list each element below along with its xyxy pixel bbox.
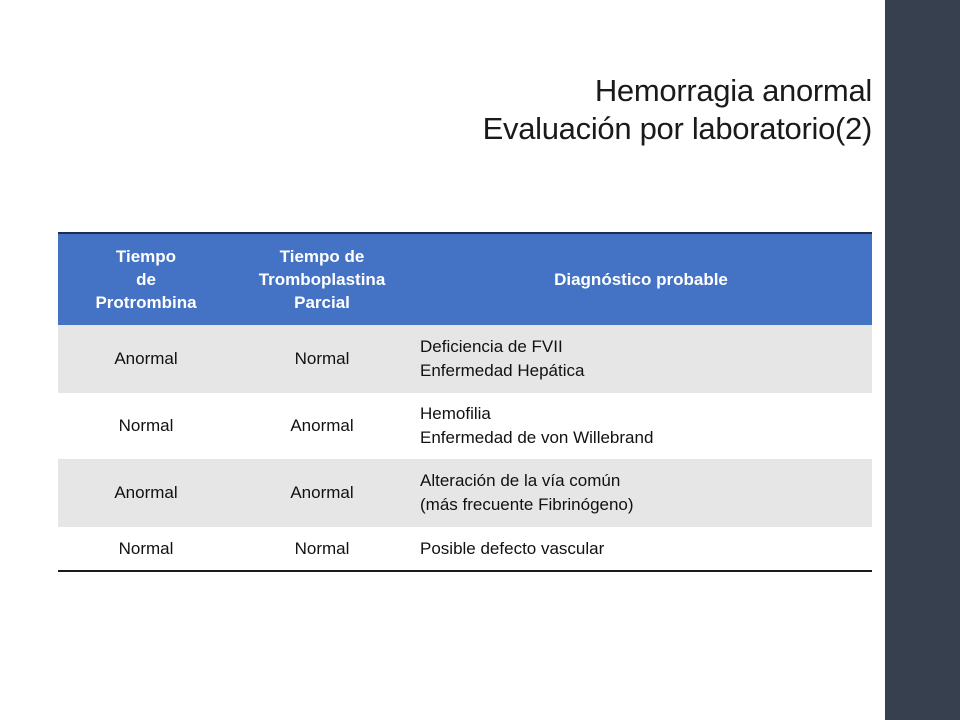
slide-title-line-1: Hemorragia anormal — [594, 73, 872, 108]
table-row — [58, 325, 872, 393]
header-text: Diagnóstico probable — [554, 270, 728, 289]
slide-title — [483, 72, 872, 148]
cell-ptt: Anormal — [290, 416, 354, 435]
header-text: Parcial — [294, 293, 350, 312]
slide-title-line-2: Evaluación por laboratorio(2) — [482, 111, 872, 146]
cell-pt: Normal — [58, 527, 234, 571]
diagnosis-line: (más frecuente Fibrinógeno) — [420, 495, 634, 514]
diagnosis-line: Hemofilia — [420, 404, 491, 423]
cell-diagnosis — [410, 459, 872, 527]
diagnosis-line: Enfermedad de von Willebrand — [420, 428, 654, 447]
table-row — [58, 527, 872, 571]
header-text: Tiempo de — [279, 247, 365, 266]
cell-diagnosis — [410, 527, 872, 571]
header-probable-diagnosis — [410, 233, 872, 325]
cell-ptt: Normal — [234, 527, 410, 571]
header-text: Tromboplastina — [258, 270, 386, 289]
cell-diagnosis — [410, 325, 872, 393]
table-row — [58, 459, 872, 527]
table-row — [58, 393, 872, 459]
header-partial-thromboplastin-time — [234, 233, 410, 325]
header-text: Protrombina — [95, 293, 197, 312]
diagnosis-line: Alteración de la vía común — [420, 471, 621, 490]
header-prothrombin-time — [58, 233, 234, 325]
table-header-row — [58, 233, 872, 325]
cell-pt: Normal — [118, 416, 174, 435]
cell-diagnosis — [410, 393, 872, 459]
header-text: Tiempo — [115, 247, 177, 266]
cell-ptt: Anormal — [290, 483, 354, 502]
cell-ptt: Normal — [294, 349, 350, 368]
diagnosis-line: Deficiencia de FVII — [420, 337, 563, 356]
lab-evaluation-table — [58, 232, 872, 572]
header-text: de — [136, 270, 156, 289]
side-accent-bar — [885, 0, 960, 720]
diagnosis-line: Enfermedad Hepática — [420, 361, 585, 380]
cell-pt: Anormal — [114, 483, 178, 502]
diagnosis-line: Posible defecto vascular — [420, 538, 605, 558]
cell-pt: Anormal — [114, 349, 178, 368]
